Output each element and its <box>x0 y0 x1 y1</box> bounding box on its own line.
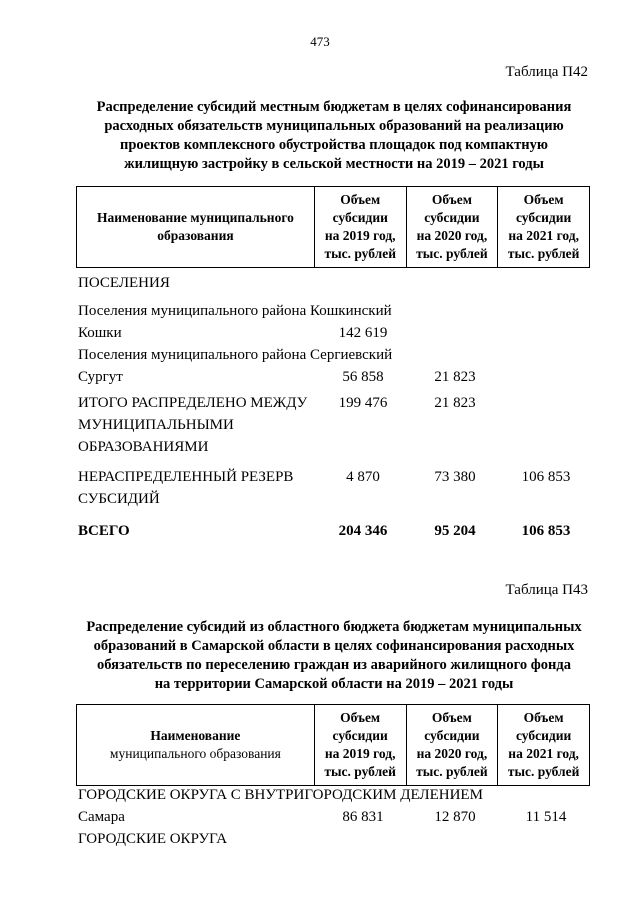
row-name-line: ОБРАЗОВАНИЯМИ <box>78 439 209 455</box>
value-2021: 106 853 <box>521 469 571 485</box>
header-text: на 2019 год, <box>324 228 396 243</box>
title-line: проектов комплексного обустройства площадок под компактную <box>120 137 548 153</box>
header-2021-cell <box>498 187 590 268</box>
header-name-cell <box>77 705 315 786</box>
header-text: тыс. рублей <box>507 764 580 779</box>
row-name <box>78 466 318 510</box>
value-2020: 95 204 <box>434 523 476 539</box>
row-name: ПОСЕЛЕНИЯ <box>78 275 170 291</box>
header-text: субсидии <box>424 210 480 225</box>
value-2021: 11 514 <box>525 809 567 825</box>
header-text: Объем <box>523 192 564 207</box>
header-text: на 2020 год, <box>416 228 488 243</box>
header-2020-cell <box>406 187 498 268</box>
title-line: Распределение субсидий местным бюджетам в целях софинансирования <box>96 99 572 115</box>
table-p43-label: Таблица П43 <box>505 582 588 598</box>
header-text: Наименование муниципального <box>97 210 294 225</box>
header-2020-cell <box>406 705 498 786</box>
header-text: Объем <box>340 710 381 725</box>
header-text: на 2019 год, <box>324 746 396 761</box>
table-p42-label: Таблица П42 <box>505 64 588 80</box>
table-p43-title <box>78 618 590 694</box>
value-2019: 4 870 <box>346 469 380 485</box>
table-p42-header <box>76 186 590 268</box>
title-line: Распределение субсидий из областного бюджета бюджетам муниципальных <box>86 619 582 635</box>
value-2021: 106 853 <box>521 523 571 539</box>
value-2020: 12 870 <box>434 809 476 825</box>
header-name-cell <box>77 187 315 268</box>
row-name <box>78 392 318 458</box>
table-p43-header <box>76 704 590 786</box>
value-2019: 204 346 <box>338 523 388 539</box>
row-name-line: СУБСИДИЙ <box>78 491 160 507</box>
row-name: ГОРОДСКИЕ ОКРУГА <box>78 831 228 847</box>
header-2019-cell <box>314 705 406 786</box>
header-text: тыс. рублей <box>324 764 396 779</box>
header-text: на 2020 год, <box>416 746 488 761</box>
value-2020: 21 823 <box>434 369 476 385</box>
value-2019: 142 619 <box>338 325 388 341</box>
row-name-line: МУНИЦИПАЛЬНЫМИ <box>78 417 234 433</box>
header-text: Объем <box>431 710 472 725</box>
table-p42-title <box>78 98 590 174</box>
header-text: Объем <box>431 192 472 207</box>
title-line: образований в Самарской области в целях софинансирования расходных <box>93 638 575 654</box>
header-text: Наименование <box>150 728 241 743</box>
header-text: муниципального образования <box>109 746 281 761</box>
header-text: тыс. рублей <box>324 246 397 261</box>
title-line: расходных обязательств муниципальных образований на реализацию <box>104 118 564 134</box>
title-line: жилищную застройку в сельской местности на 2019 – 2021 годы <box>124 156 544 172</box>
row-name-line: ИТОГО РАСПРЕДЕЛЕНО МЕЖДУ <box>78 395 308 411</box>
header-2021-cell <box>498 705 590 786</box>
header-text: тыс. рублей <box>416 764 488 779</box>
row-name: Самара <box>78 809 125 825</box>
value-2020: 21 823 <box>434 395 476 411</box>
header-text: образования <box>157 228 234 243</box>
row-name: Сургут <box>78 369 123 385</box>
header-text: на 2021 год, <box>508 228 579 243</box>
header-text: тыс. рублей <box>416 246 488 261</box>
header-text: субсидии <box>515 728 572 743</box>
value-2019: 199 476 <box>338 395 388 411</box>
header-text: на 2021 год, <box>508 746 579 761</box>
value-2020: 73 380 <box>434 469 476 485</box>
header-text: субсидии <box>424 728 480 743</box>
title-line: на территории Самарской области на 2019 – 2021 годы <box>154 676 514 692</box>
row-name-line: НЕРАСПРЕДЕЛЕННЫЙ РЕЗЕРВ <box>78 469 294 485</box>
header-text: тыс. рублей <box>507 246 580 261</box>
header-text: субсидии <box>332 728 388 743</box>
header-text: субсидии <box>515 210 572 225</box>
row-name: Поселения муниципального района Сергиевский <box>78 347 393 363</box>
row-name: Поселения муниципального района Кошкинский <box>78 303 392 319</box>
header-text: субсидии <box>332 210 388 225</box>
row-name: ГОРОДСКИЕ ОКРУГА С ВНУТРИГОРОДСКИМ ДЕЛЕНИЕМ <box>78 787 483 803</box>
value-2019: 86 831 <box>342 809 384 825</box>
header-2019-cell <box>314 187 406 268</box>
page-number: 473 <box>310 34 330 49</box>
value-2019: 56 858 <box>342 369 384 385</box>
header-text: Объем <box>340 192 381 207</box>
row-name: ВСЕГО <box>78 523 130 539</box>
header-text: Объем <box>523 710 564 725</box>
row-name: Кошки <box>78 325 122 341</box>
title-line: обязательств по переселению граждан из аварийного жилищного фонда <box>97 657 571 673</box>
